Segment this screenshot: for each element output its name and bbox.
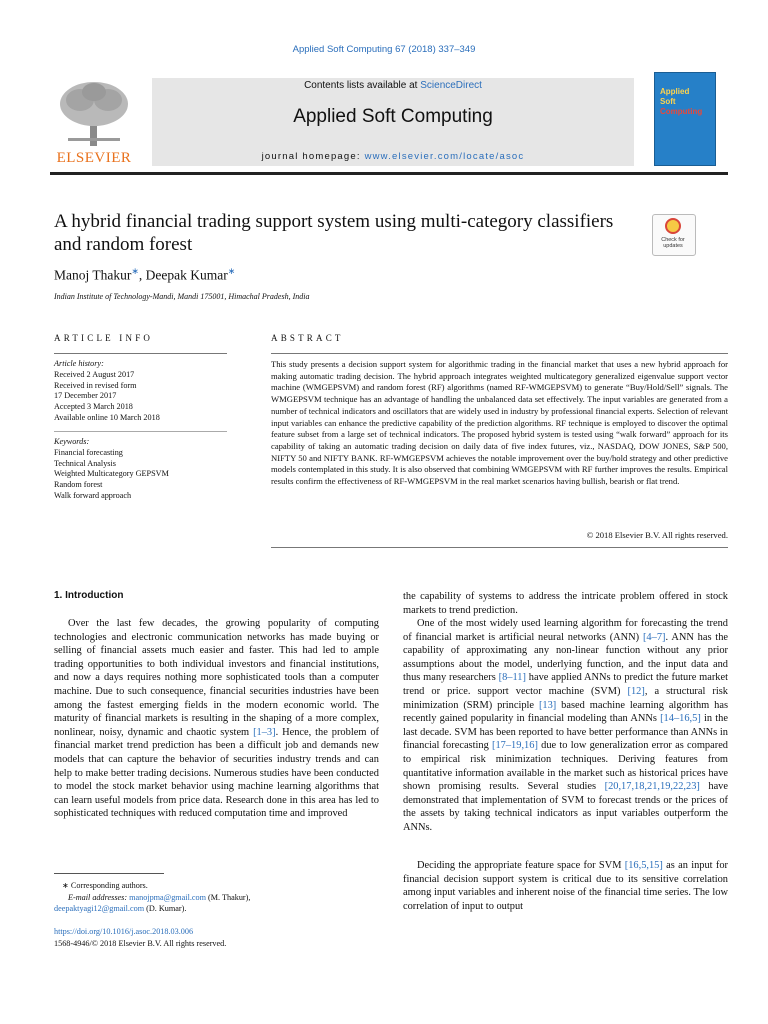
keywords-list xyxy=(54,437,234,502)
paragraph-text: One of the most widely used learning algorithm for forecasting the trend of financial market is artificial neural networks (ANN) xyxy=(403,618,728,643)
article-info-divider xyxy=(54,353,227,354)
abstract-divider xyxy=(271,353,728,354)
keyword: Weighted Multicategory GEPSVM xyxy=(54,469,169,479)
paragraph-text: due to low generalization error as compared to empirical risk minimization techniques. Deriving features from quantitative information available in the market such as historical prices have shown promising results. Several studies xyxy=(403,740,728,793)
email-link[interactable]: deepaktyagi12@gmail.com xyxy=(54,904,145,913)
paragraph-text: have applied ANNs to predict the future market trend or price. support vector machine (SVM) xyxy=(403,672,728,697)
badge-label: Check for updates xyxy=(661,237,685,249)
abstract-copyright: © 2018 Elsevier B.V. All rights reserved. xyxy=(586,530,728,540)
journal-reference-link[interactable]: Applied Soft Computing 67 (2018) 337–349 xyxy=(292,44,476,55)
footnote-star: ∗ xyxy=(62,881,71,890)
affiliation: Indian Institute of Technology-Mandi, Mandi 175001, Himachal Pradesh, India xyxy=(54,292,310,301)
header-divider xyxy=(50,172,728,175)
keyword: Technical Analysis xyxy=(54,458,116,468)
contents-prefix: Contents lists available at xyxy=(304,80,421,91)
intro-paragraph-continued: the capability of systems to address the intricate problem offered in stock markets to trend prediction. xyxy=(403,591,728,616)
history-item: Received 2 August 2017 xyxy=(54,369,135,379)
email-label: E-mail addresses: xyxy=(68,892,130,902)
elsevier-wordmark: ELSEVIER xyxy=(56,150,132,166)
section-heading: 1. Introduction xyxy=(54,590,124,601)
abstract-bottom-divider xyxy=(271,547,728,548)
intro-paragraph xyxy=(54,617,379,821)
citation-link[interactable]: [13] xyxy=(538,699,557,711)
footnote-divider xyxy=(54,873,164,874)
contents-line xyxy=(152,80,634,91)
history-item: Received in revised form xyxy=(54,380,137,390)
paragraph-text: based machine learning algorithm has recently gained popularity in financial modeling than ANNs xyxy=(403,699,728,725)
author-separator: , xyxy=(138,267,146,283)
paragraph-text: in the last decade. SVM has been reported to have better performance than ANNs in financial forecasting xyxy=(403,713,728,752)
keywords-label: Keywords: xyxy=(54,437,90,446)
citation-link[interactable]: [17–19,16] xyxy=(492,740,538,752)
article-history xyxy=(54,359,234,424)
footnotes xyxy=(54,880,384,915)
paragraph-text: . ANN has the capability of approximating any non-linear function without any prior assumptions about the model, underlying function, and the input data and thus many researchers xyxy=(403,631,729,684)
author-list xyxy=(54,266,235,284)
intro-paragraph xyxy=(403,859,728,913)
issn-line: 1568-4946/© 2018 Elsevier B.V. All rights reserved. xyxy=(54,938,227,948)
citation-link[interactable]: [1–3] xyxy=(253,726,276,738)
article-title: A hybrid financial trading support system using multi-category classifiers and random forest xyxy=(54,211,614,255)
citation-link[interactable]: [4–7] xyxy=(642,631,666,643)
citation-link[interactable]: [14–16,5] xyxy=(660,713,701,725)
history-item: Available online 10 March 2018 xyxy=(54,412,160,422)
history-item: 17 December 2017 xyxy=(54,391,117,401)
corresponding-author-mark[interactable]: ∗ xyxy=(227,266,236,276)
history-label: Article history: xyxy=(54,359,104,368)
abstract-text: This study presents a decision support system for algorithmic trading in the financial market that uses a new hybrid approach for making automatic trading decision. The hybrid approach integrates weighted multicategory generalized eigenvalue support vector machine (WMGEPSVM) and random forest (RF) algorithms (named RF-WMGEPSVM) to generate “Buy/Hold/Sell” signals. The WMGEPSVM technique has an advantage of handling the unbalanced data set effectively. The input variables are generated from a number of technical indicators and oscillators that are widely used in industry by professional financial experts. Selection of relevant input variables can enhance the predictive capability of the prediction algorithms. RF technique is employed to discover the optimal feature subset from a large set of technical indicators. The proposed hybrid system is tested using “walk forward” approach for its capability of taking an automatic trading decision on daily data of five index futures, viz., NASDAQ, DOW JONES, S&P 500, NIFTY 50 and NIFTY BANK. RF-WMGEPSVM achieves the notable improvement over the buy/hold strategy and other predictive models contemplated in this study. It is also observed that combining WMGEPSVM with RF further improves the results. Empirical results confirm the effectiveness of RF-WMGEPSVM in the real market scenarios having bullish, bearish or flat trend. xyxy=(271,359,728,487)
doi-link[interactable]: https://doi.org/10.1016/j.asoc.2018.03.006 xyxy=(54,927,194,936)
citation-link[interactable]: [12] xyxy=(627,685,645,697)
keyword: Random forest xyxy=(54,480,103,490)
cover-line: Computing xyxy=(660,107,703,116)
paragraph-text: Over the last few decades, the growing popularity of computing technologies and electronic communication networks has made buying or selling of financial assets much easier and faster. This had led to ample trading opportunities to both individual investors and financial institutions, and now a days requires nothing more sophisticated tools than a computer machine. Due to such consequence, financial securities industries have been among the fastest emerging fields in the modern economic world. The maturity of financial markets is resulting in the shaping of a more complex, nonlinear, noisy, dynamic and chaotic system xyxy=(54,618,379,738)
abstract-heading: ABSTRACT xyxy=(271,333,344,343)
updates-icon xyxy=(665,218,681,234)
cover-line: Applied xyxy=(660,87,690,96)
keyword: Walk forward approach xyxy=(54,490,132,500)
corresponding-note: Corresponding authors. xyxy=(70,881,148,890)
article-info-heading: ARTICLE INFO xyxy=(54,333,154,343)
paragraph-text: . Hence, the problem of financial market trend prediction has been a difficult job and demands new models that can capture the behavior of securities industry trends and can help to make better trading decisions. Numerous studies have been conducted to model the stock market behavior using machine learning algorithms that can learn useful models from price data. Research done in this area has led to sophisticated techniques with reduced computation time and improved xyxy=(54,726,379,820)
homepage-link[interactable]: www.elsevier.com/locate/asoc xyxy=(364,151,525,162)
paragraph-text: as an input for financial decision support system is critical due to its sensitive correlation among input variables and inherent noise of the financial time series. The low correlation of input to output xyxy=(403,860,728,912)
keywords-divider xyxy=(54,431,227,432)
journal-cover-title xyxy=(660,87,714,117)
email-owner: (M. Thakur), xyxy=(206,892,251,902)
intro-paragraph xyxy=(403,617,728,835)
cover-line: Soft xyxy=(660,97,676,106)
email-link[interactable]: manojpma@gmail.com xyxy=(129,892,206,902)
citation-link[interactable]: [20,17,18,21,19,22,23] xyxy=(604,781,700,793)
paragraph-text: , a structural risk minimization (SRM) principle xyxy=(403,685,728,711)
paragraph-text: Deciding the appropriate feature space for SVM xyxy=(417,860,625,871)
keyword: Financial forecasting xyxy=(54,447,123,457)
author-name[interactable]: Manoj Thakur xyxy=(54,267,132,283)
citation-link[interactable]: [16,5,15] xyxy=(624,860,663,871)
history-item: Accepted 3 March 2018 xyxy=(54,402,133,412)
journal-name: Applied Soft Computing xyxy=(293,106,493,127)
citation-link[interactable]: [8–11] xyxy=(498,672,526,684)
author-name[interactable]: Deepak Kumar xyxy=(145,267,228,283)
doi-block xyxy=(54,926,384,949)
paragraph-text: have demonstrated that implementation of SVM to forecast trends or the prices of the assets by taking technical indicators as input variables outperform the ANNs. xyxy=(403,781,728,833)
corresponding-author-mark[interactable]: ∗ xyxy=(131,266,139,276)
journal-homepage-line xyxy=(152,151,634,162)
sciencedirect-link[interactable]: ScienceDirect xyxy=(420,80,482,91)
homepage-prefix: journal homepage: xyxy=(261,151,365,162)
email-owner: (D. Kumar). xyxy=(144,904,187,913)
